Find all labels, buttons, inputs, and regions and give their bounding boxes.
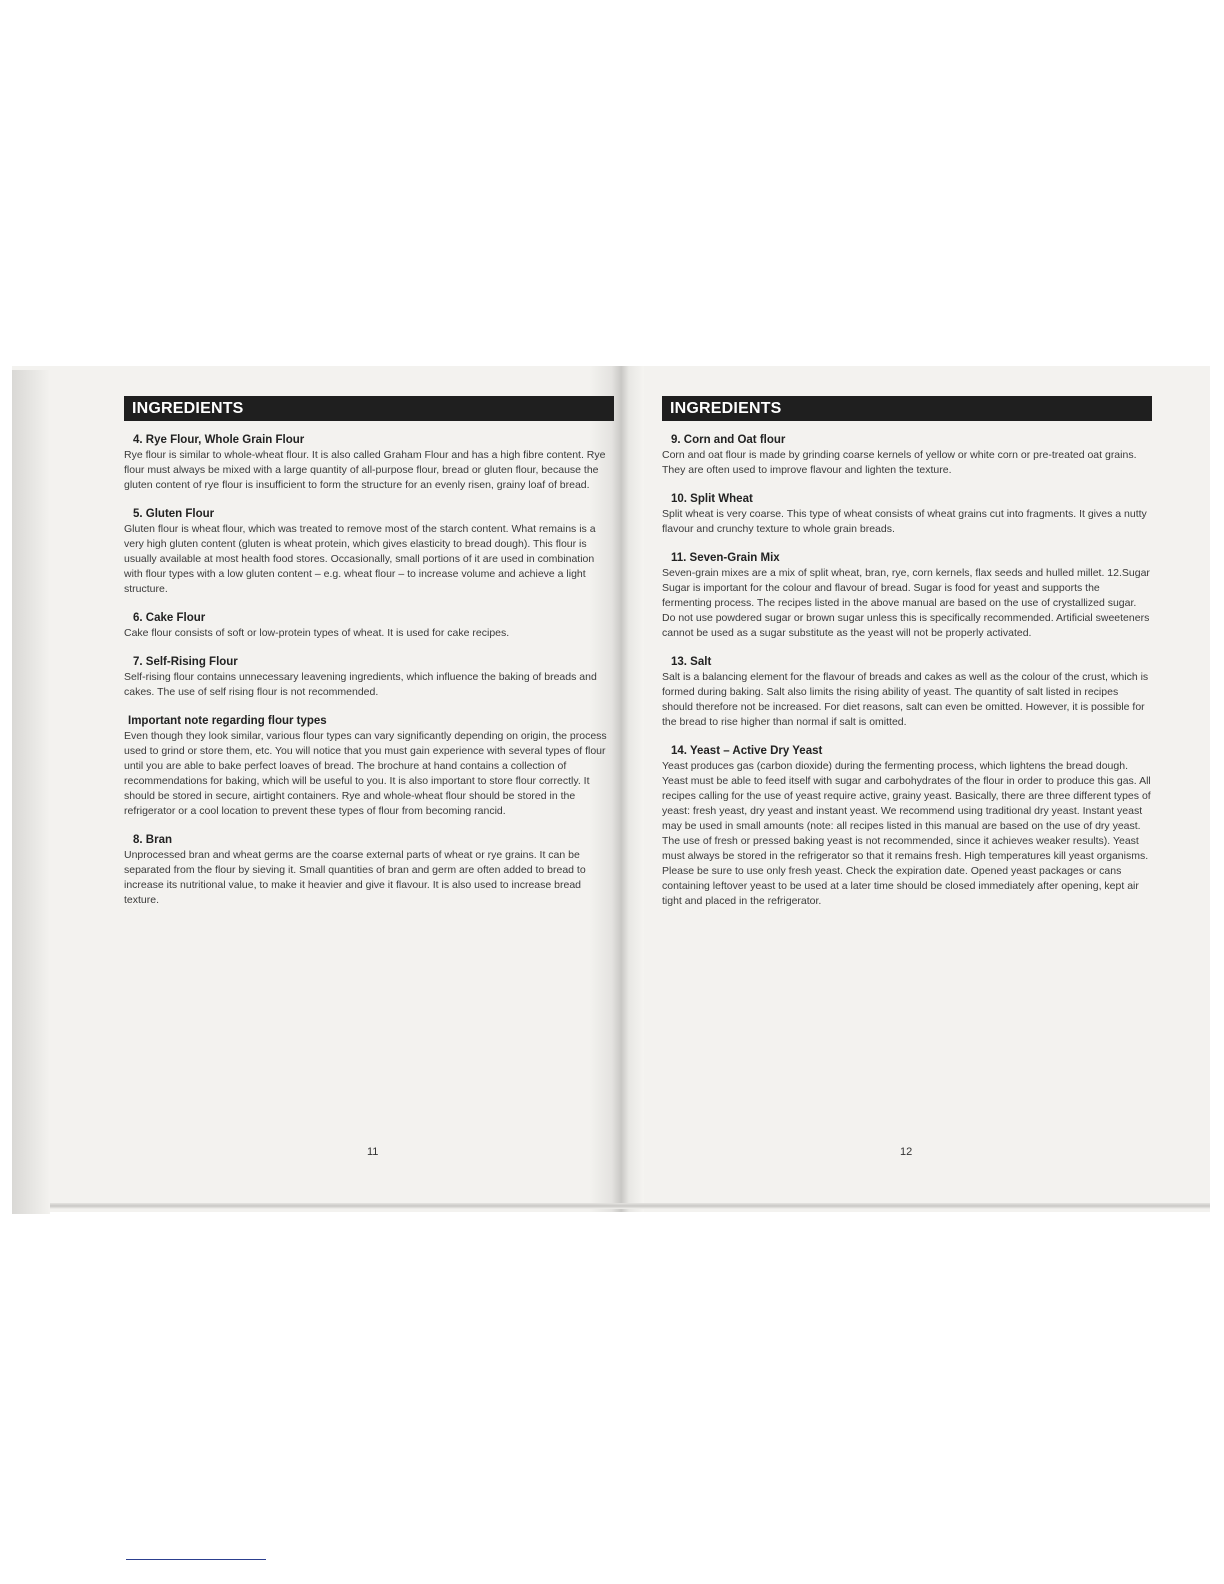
page-number-left: 11	[367, 1146, 379, 1158]
page-shadow-left	[12, 370, 50, 1214]
section-body: Self-rising flour contains unnecessary leavening ingredients, which influence the baking of breads and cakes. The use of self rising flour is not recommended.	[124, 671, 597, 698]
section-title: 9. Corn and Oat flour	[671, 434, 786, 446]
section-body: Corn and oat flour is made by grinding coarse kernels of yellow or white corn or pre-treated oat grains. They are often used to improve flavour and lighten the texture.	[662, 449, 1137, 476]
section-bran	[124, 833, 614, 908]
page-number-right: 12	[900, 1146, 913, 1158]
section-title: 14. Yeast – Active Dry Yeast	[671, 745, 823, 757]
section-title: 10. Split Wheat	[671, 493, 753, 505]
section-salt	[662, 655, 1152, 730]
section-self-rising-flour	[124, 655, 614, 700]
footnote-rule	[126, 1559, 266, 1560]
section-title: 6. Cake Flour	[133, 612, 206, 624]
page-edge-bottom	[50, 1203, 1210, 1209]
right-page-header: INGREDIENTS	[662, 396, 1152, 421]
section-title: 5. Gluten Flour	[133, 508, 215, 520]
section-corn-oat-flour	[662, 433, 1152, 478]
section-important-note	[124, 714, 614, 819]
section-body: Split wheat is very coarse. This type of wheat consists of wheat grains cut into fragments. It gives a nutty flavour and crunchy texture to whole grain breads.	[662, 508, 1147, 535]
section-body: Rye flour is similar to whole-wheat flour. It is also called Graham Flour and has a high fibre content. Rye flour must always be mixed with a large quantity of all-purpose flour, bread or gluten flour, because the gluten content of rye flour is insufficient to form the structure for an evenly risen, grainy loaf of bread.	[124, 449, 606, 491]
section-title: 8. Bran	[133, 834, 172, 846]
section-body: Gluten flour is wheat flour, which was treated to remove most of the starch content. What remains is a very high gluten content (gluten is wheat protein, which gives elasticity to bread dough). This flour is usually available at most health food stores. Occasionally, small portions of it are used in combination with flour types with a low gluten content – e.g. wheat flour – to increase volume and achieve a light structure.	[124, 523, 596, 595]
section-body: Unprocessed bran and wheat germs are the coarse external parts of wheat or rye grains. It can be separated from the flour by sieving it. Small quantities of bran and germ are often added to bread to increase its nutritional value, to make it heavier and give it flavour. It is also used to increase bread texture.	[124, 849, 586, 906]
section-title: 7. Self-Rising Flour	[133, 656, 238, 668]
left-page-header: INGREDIENTS	[124, 396, 614, 421]
right-page	[662, 396, 1152, 923]
section-rye-flour	[124, 433, 614, 493]
section-body: Salt is a balancing element for the flavour of breads and cakes as well as the colour of the crust, which is formed during baking. Salt also limits the rising ability of yeast. The quantity of salt listed in recipes should therefore not be increased. For diet reasons, salt can even be omitted. However, it is possible for the bread to rise higher than normal if salt is omitted.	[662, 671, 1149, 728]
section-body: Seven-grain mixes are a mix of split wheat, bran, rye, corn kernels, flax seeds and hulled millet. 12.Sugar Sugar is important for the colour and flavour of bread. Sugar is food for yeast and supports the fermenting process. The recipes listed in the above manual are based on the use of crystallized sugar. Do not use powdered sugar or brown sugar unless this is specifically recommended. Artificial sweeteners cannot be used as a sugar substitute as the yeast will not be properly activated.	[662, 567, 1150, 639]
section-body: Cake flour consists of soft or low-protein types of wheat. It is used for cake recipes.	[124, 627, 510, 639]
section-gluten-flour	[124, 507, 614, 597]
section-cake-flour	[124, 611, 614, 641]
section-body: Even though they look similar, various flour types can vary significantly depending on origin, the process used to grind or store them, etc. You will notice that you must gain experience with several types of flour until you are able to bake perfect loaves of bread. The brochure at hand contains a collection of recommendations for baking, which will be useful to you. It is also important to store flour correctly. It should be stored in secure, airtight containers. Rye and whole-wheat flour should be stored in the refrigerator or a cool location to prevent these types of flour from becoming rancid.	[124, 730, 607, 817]
section-title: Important note regarding flour types	[128, 715, 327, 727]
section-seven-grain-mix	[662, 551, 1152, 641]
section-title: 13. Salt	[671, 656, 712, 668]
left-page	[124, 396, 614, 922]
section-split-wheat	[662, 492, 1152, 537]
section-body: Yeast produces gas (carbon dioxide) during the fermenting process, which lightens the bread dough. Yeast must be able to feed itself with sugar and carbohydrates of the flour in order to produce this gas. All recipes calling for the use of yeast require active, grainy yeast. Basically, there are three different types of yeast: fresh yeast, dry yeast and instant yeast. We recommend using traditional dry yeast. Instant yeast may be used in small amounts (note: all recipes listed in this manual are based on the use of dry yeast. The use of fresh or pressed baking yeast is not recommended, since it achieves weaker results). Yeast must always be stored in the refrigerator so that it remains fresh. High temperatures kill yeast organisms. Please be sure to use only fresh yeast. Check the expiration date. Opened yeast packages or cans containing leftover yeast to be used at a later time should be closed immediately after opening, kept air tight and placed in the refrigerator.	[662, 760, 1151, 907]
section-title: 4. Rye Flour, Whole Grain Flour	[133, 434, 305, 446]
section-yeast	[662, 744, 1152, 909]
section-title: 11. Seven-Grain Mix	[671, 552, 780, 564]
